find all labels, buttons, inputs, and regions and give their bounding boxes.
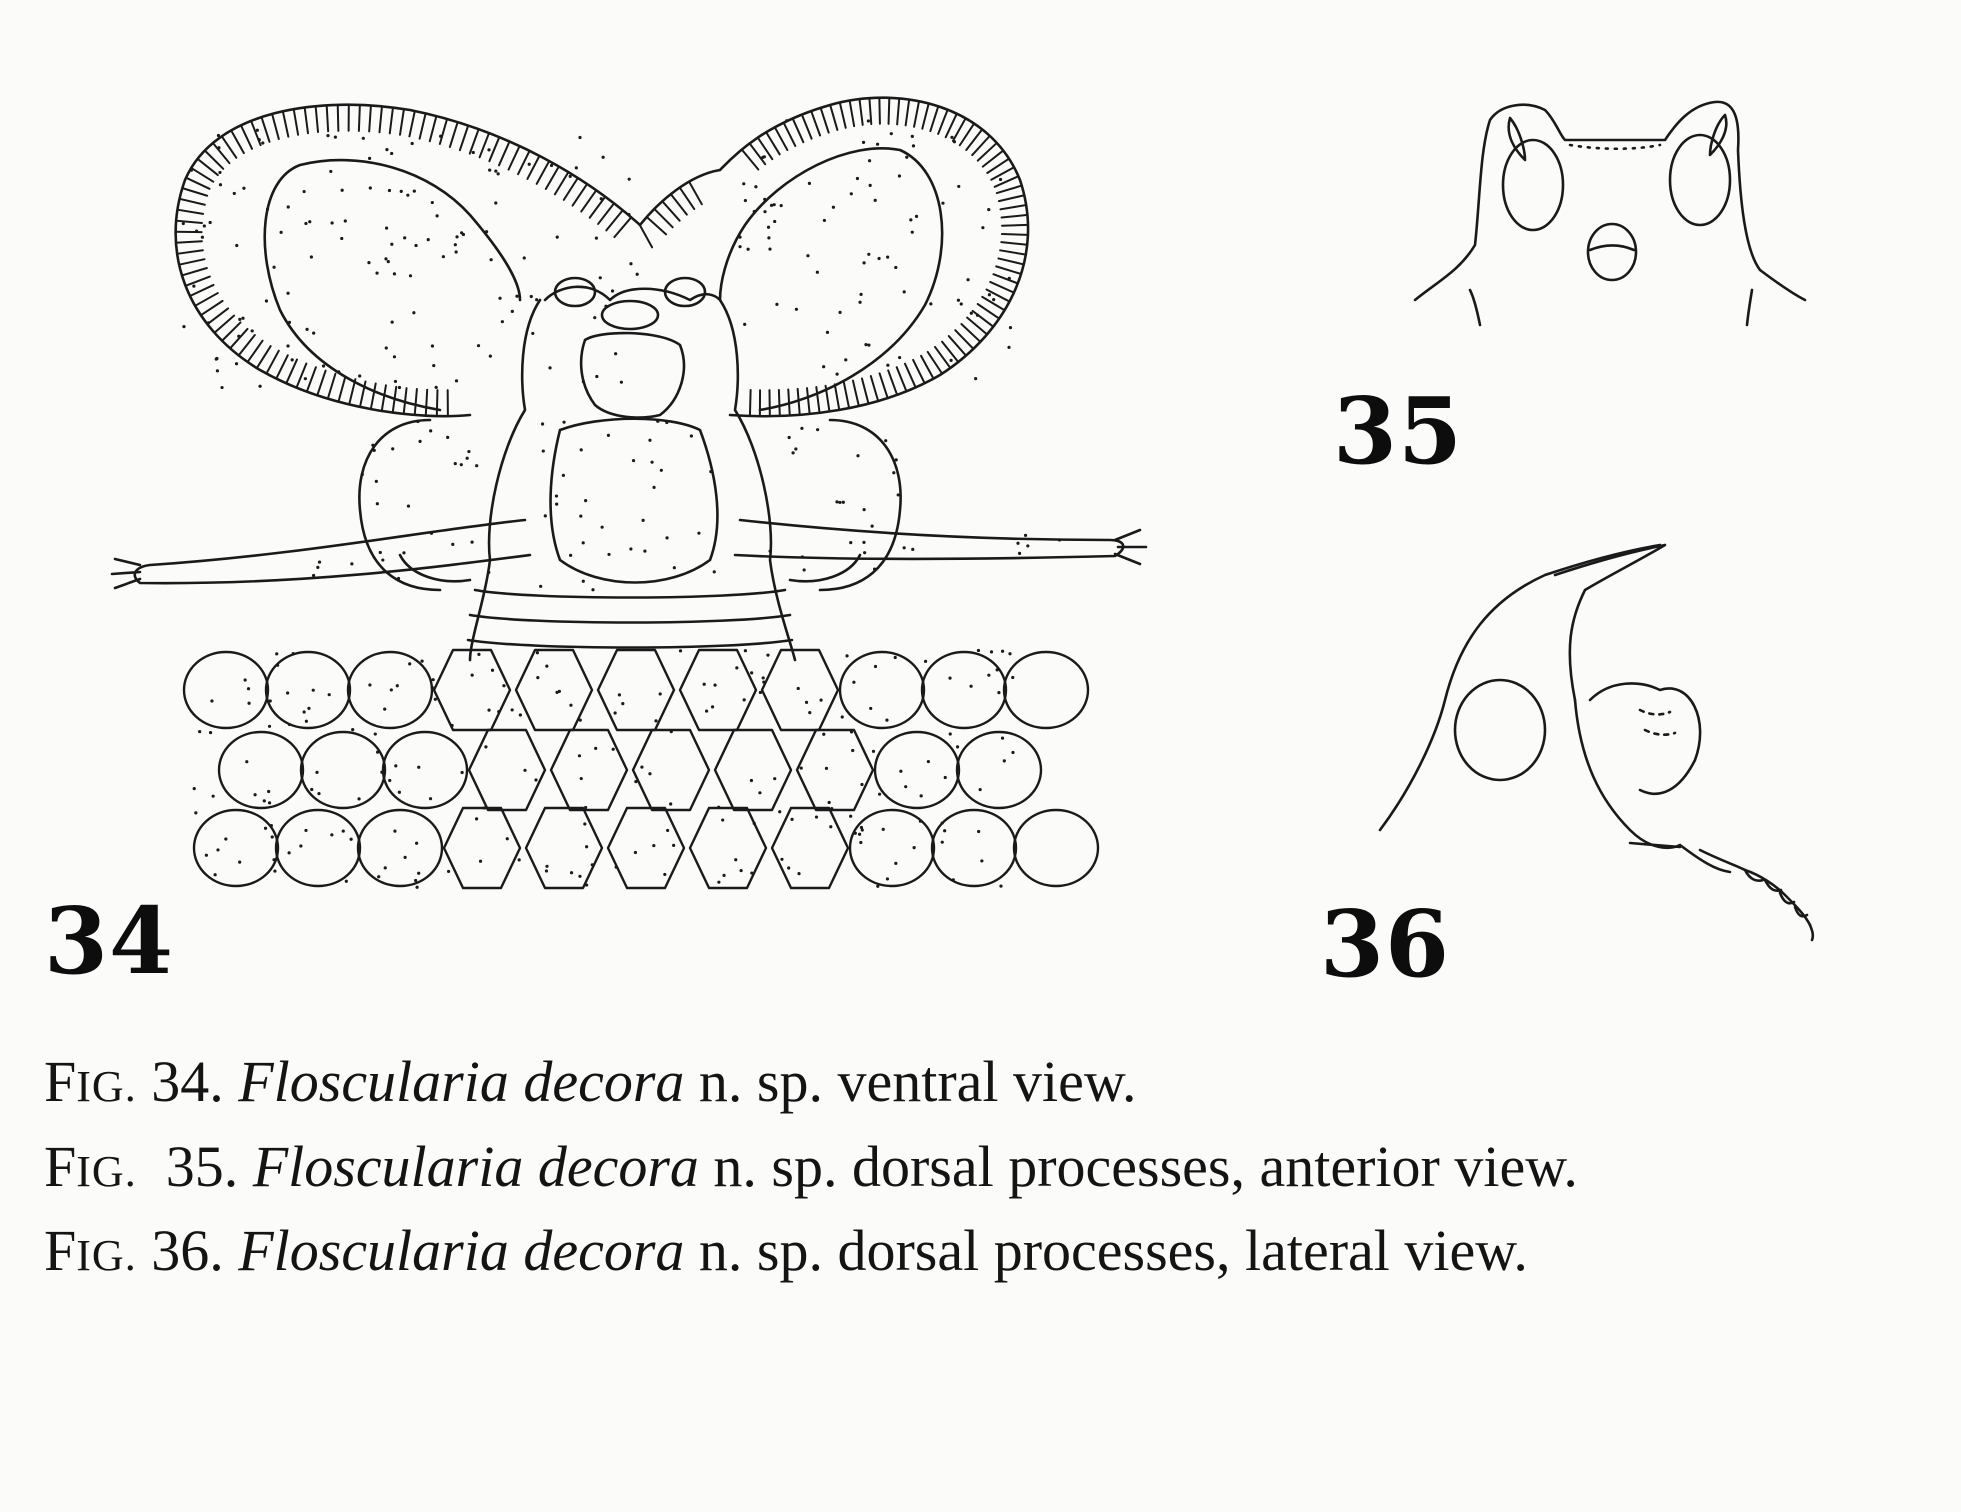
caption-fig-36 (44, 1218, 1528, 1283)
caption-species: Floscularia decora (252, 1134, 699, 1199)
caption-fig-34 (44, 1049, 1137, 1114)
caption-fig-prefix: FIG. (44, 1134, 137, 1199)
caption-fig-label (44, 1049, 224, 1114)
caption-fig-label (44, 1134, 238, 1199)
stipple-texture (182, 119, 1061, 889)
caption-description: n. sp. dorsal processes, anterior view. (713, 1134, 1578, 1199)
caption-description: n. sp. ventral view. (698, 1049, 1137, 1114)
caption-fig-35 (44, 1134, 1578, 1199)
figure-number-35: 35 (1333, 377, 1464, 485)
caption-fig-prefix: FIG. (44, 1049, 137, 1114)
figure-number-36: 36 (1320, 890, 1451, 998)
caption-species: Floscularia decora (238, 1218, 685, 1283)
figure-number-34: 34 (44, 887, 175, 995)
caption-fig-number: 36. (151, 1218, 224, 1283)
fig34-rotifer-ventral-drawing (112, 98, 1146, 889)
caption-fig-number: 35. (165, 1134, 239, 1199)
caption-description: n. sp. dorsal processes, lateral view. (698, 1218, 1528, 1283)
caption-fig-label (44, 1218, 224, 1283)
caption-species: Floscularia decora (238, 1049, 685, 1114)
fig35-dorsal-processes-anterior-drawing (1415, 102, 1805, 325)
fig36-dorsal-processes-lateral-drawing (1380, 545, 1813, 940)
caption-fig-prefix: FIG. (44, 1218, 137, 1283)
caption-fig-number: 34. (151, 1049, 224, 1114)
